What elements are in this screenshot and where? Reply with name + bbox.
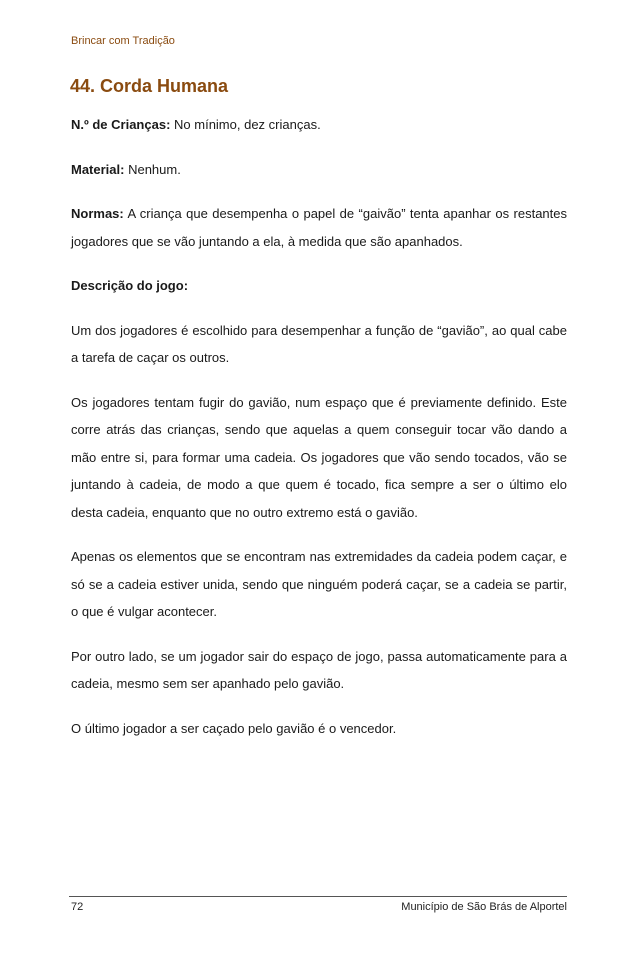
description-paragraph-1: Um dos jogadores é escolhido para desempenhar a função de “gavião”, ao qual cabe a tarefa de caçar os outros. [71, 322, 567, 365]
description-paragraph-3: Apenas os elementos que se encontram nas extremidades da cadeia podem caçar, e só se a cadeia estiver unida, sendo que ninguém poderá caçar, se a cadeia se partir, o que é vulgar acontecer. [71, 549, 567, 619]
page-number: 72 [71, 901, 84, 913]
material-label: Material: [71, 161, 125, 177]
running-header: Brincar com Tradição [71, 35, 175, 47]
rules-field [71, 200, 567, 255]
children-count-value: No mínimo, dez crianças. [170, 117, 321, 132]
children-count-field [71, 111, 567, 139]
description-paragraph-4: Por outro lado, se um jogador sair do espaço de jogo, passa automaticamente para a cadeia, mesmo sem ser apanhado pelo gavião. [71, 648, 567, 691]
description-heading: Descrição do jogo: [71, 278, 189, 293]
footer-divider [69, 896, 567, 897]
page-content [71, 111, 567, 759]
material-value: Nenhum. [124, 161, 181, 177]
chapter-title: 44. Corda Humana [70, 76, 229, 96]
rules-label: Normas: [71, 206, 124, 221]
material-field [71, 156, 567, 184]
rules-value: A criança que desempenha o papel de “gaivão” tenta apanhar os restantes jogadores que se vão juntando a ela, à medida que são apanhados. [71, 206, 567, 249]
description-paragraph-5: O último jogador a ser caçado pelo gavião é o vencedor. [71, 720, 397, 736]
description-paragraph-2: Os jogadores tentam fugir do gavião, num espaço que é previamente definido. Este corre atrás das crianças, sendo que aquelas a quem conseguir tocar vão dando a mão entre si, para formar uma cadeia. Os jogadores que vão sendo tocados, vão se juntando à cadeia, de modo a que quem é tocado, fica sempre a ser o último elo desta cadeia, enquanto que no outro extremo está o gavião. [71, 394, 567, 520]
children-count-label: N.º de Crianças: [71, 117, 171, 132]
footer-municipality: Município de São Brás de Alportel [401, 901, 567, 913]
